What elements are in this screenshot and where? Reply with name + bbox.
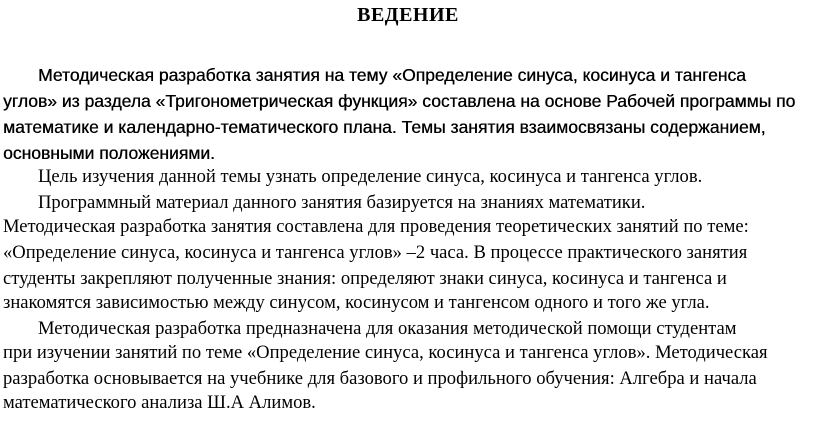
paragraph-2-line-10: математического анализа Ш.А Алимов. [3,392,316,413]
paragraph-2-line-6: знакомятся зависимостью между синусом, косинусом и тангенсом одного и того же угла. [3,292,710,313]
document-title: ВЕДЕНИЕ [357,4,459,26]
paragraph-2-line-4: «Определение синуса, косинуса и тангенса углов» –2 часа. В процессе практического занятия [3,242,748,263]
paragraph-2-line-5: студенты закрепляют полученные знания: определяют знаки синуса, косинуса и тангенса и [3,268,727,289]
paragraph-2-line-2: Программный материал данного занятия базируется на знаниях математики. [38,192,646,213]
paragraph-1-line-4: основными положениями. [3,143,215,163]
paragraph-1-line-3: математике и календарно-тематического плана. Темы занятия взаимосвязаны содержанием, [3,117,766,137]
paragraph-1-line-2: углов» из раздела «Тригонометрическая функция» составлена на основе Рабочей программы по [3,91,796,111]
paragraph-2-line-7: Методическая разработка предназначена для оказания методической помощи студентам [38,318,737,339]
paragraph-2-line-9: разработка основывается на учебнике для базового и профильного обучения: Алгебра и начала [3,368,757,389]
paragraph-1-line-1: Методическая разработка занятия на тему «Определение синуса, косинуса и тангенса [38,65,746,85]
paragraph-2-line-1: Цель изучения данной темы узнать определение синуса, косинуса и тангенса углов. [38,166,703,187]
paragraph-2-line-8: при изучении занятий по теме «Определение синуса, косинуса и тангенса углов». Методическая [3,342,768,363]
paragraph-2-line-3: Методическая разработка занятия составлена для проведения теоретических занятий по теме: [3,216,749,237]
